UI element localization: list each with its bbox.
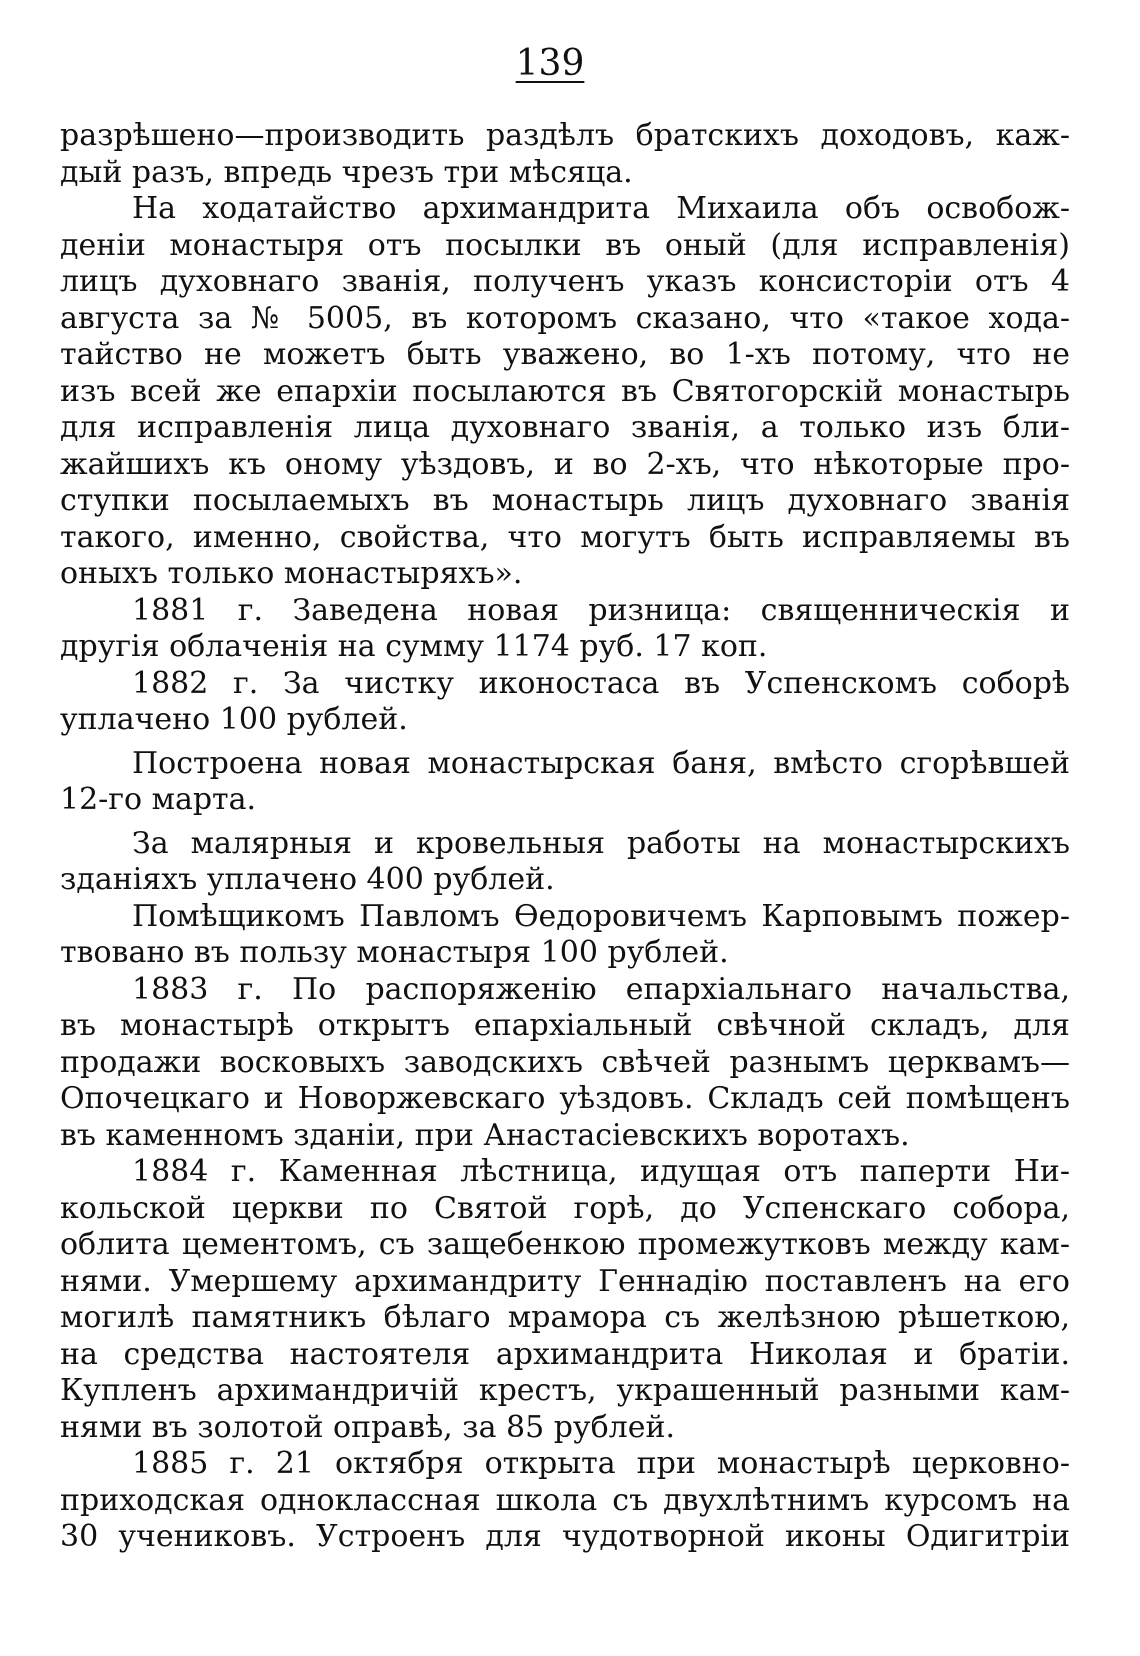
text-line: Помѣщикомъ Павломъ Ѳедоровичемъ Карповымъ пожер-	[132, 898, 1070, 934]
text-line: твовано въ пользу монастыря 100 рублей.	[60, 935, 729, 970]
text-line: На ходатайство архимандрита Михаила объ освобож-	[132, 191, 1070, 226]
text-line: 1882 г. За чистку иконостаса въ Успенскомъ соборѣ	[132, 665, 1070, 701]
text-line: нями. Умершему архимандриту Геннадію поставленъ на его	[60, 1263, 1070, 1299]
text-line: дый разъ, впредь чрезъ три мѣсяца.	[60, 154, 633, 190]
text-line: 1881 г. Заведена новая ризница: священническія и	[132, 592, 1070, 628]
text-line: облита цементомъ, съ защебенкою промежутковъ между кам-	[60, 1227, 1070, 1262]
paragraph-gap	[60, 819, 1070, 826]
text-line: могилѣ памятникъ бѣлаго мрамора съ желѣзною рѣшеткою,	[60, 1300, 1070, 1335]
text-line: тайство не можетъ быть уважено, во 1-хъ потому, что не	[60, 337, 1070, 372]
text-line: другія облаченія на сумму 1174 руб. 17 коп.	[60, 629, 768, 664]
text-line: 30 учениковъ. Устроенъ для чудотворной иконы Одигитріи	[60, 1519, 1070, 1554]
text-line: 1883 г. По распоряженію епархіальнаго начальства,	[132, 971, 1070, 1007]
text-line: 1884 г. Каменная лѣстница, идущая отъ паперти Ни-	[132, 1154, 1070, 1189]
text-line: лицъ духовнаго званія, полученъ указъ консисторіи отъ 4	[60, 264, 1070, 299]
text-line: августа за № 5005, въ которомъ сказано, что «такое хода-	[60, 300, 1070, 336]
text-line: на средства настоятеля архимандрита Николая и братіи.	[60, 1336, 1070, 1372]
text-line: нями въ золотой оправѣ, за 85 рублей.	[60, 1409, 675, 1445]
text-line: деніи монастыря отъ посылки въ оный (для исправленія)	[60, 227, 1070, 263]
text-line: уплачено 100 рублей.	[60, 702, 408, 737]
text-line: изъ всей же епархіи посылаются въ Святогорскій монастырь	[60, 373, 1070, 409]
body-text	[60, 118, 1070, 1556]
text-line: разрѣшено—производить раздѣлъ братскихъ доходовъ, каж-	[60, 118, 1070, 153]
text-line: Построена новая монастырская баня, вмѣсто сгорѣвшей	[132, 745, 1070, 781]
text-line: жайшихъ къ оному уѣздовъ, и во 2-хъ, что нѣкоторые про-	[60, 446, 1070, 482]
text-line: кольской церкви по Святой горѣ, до Успенскаго собора,	[60, 1190, 1070, 1226]
paragraph-gap	[60, 739, 1070, 746]
text-line: въ монастырѣ открытъ епархіальный свѣчной складъ, для	[60, 1008, 1070, 1043]
text-line: приходская одноклассная школа съ двухлѣтнимъ курсомъ на	[60, 1482, 1070, 1518]
text-line: продажи восковыхъ заводскихъ свѣчей разнымъ церквамъ—	[60, 1044, 1070, 1080]
text-line: такого, именно, свойства, что могутъ быть исправляемы въ	[60, 519, 1070, 555]
text-line: Купленъ архимандричій крестъ, украшенный разными кам-	[60, 1373, 1070, 1408]
text-line: зданіяхъ уплачено 400 рублей.	[60, 862, 555, 897]
page-number: 139	[515, 43, 585, 84]
text-line: 12-го марта.	[60, 782, 257, 817]
text-line: въ каменномъ зданіи, при Анастасіевскихъ воротахъ.	[60, 1117, 910, 1153]
text-line: 1885 г. 21 октября открыта при монастырѣ церковно-	[132, 1446, 1070, 1481]
text-line: оныхъ только монастыряхъ».	[60, 556, 523, 591]
text-line: ступки посылаемыхъ въ монастырь лицъ духовнаго званія	[60, 483, 1070, 518]
text-line: За малярныя и кровельныя работы на монастырскихъ	[132, 825, 1070, 861]
text-line: Опочецкаго и Новоржевскаго уѣздовъ. Складъ сей помѣщенъ	[60, 1081, 1070, 1116]
text-line: для исправленія лица духовнаго званія, а только изъ бли-	[60, 410, 1070, 445]
